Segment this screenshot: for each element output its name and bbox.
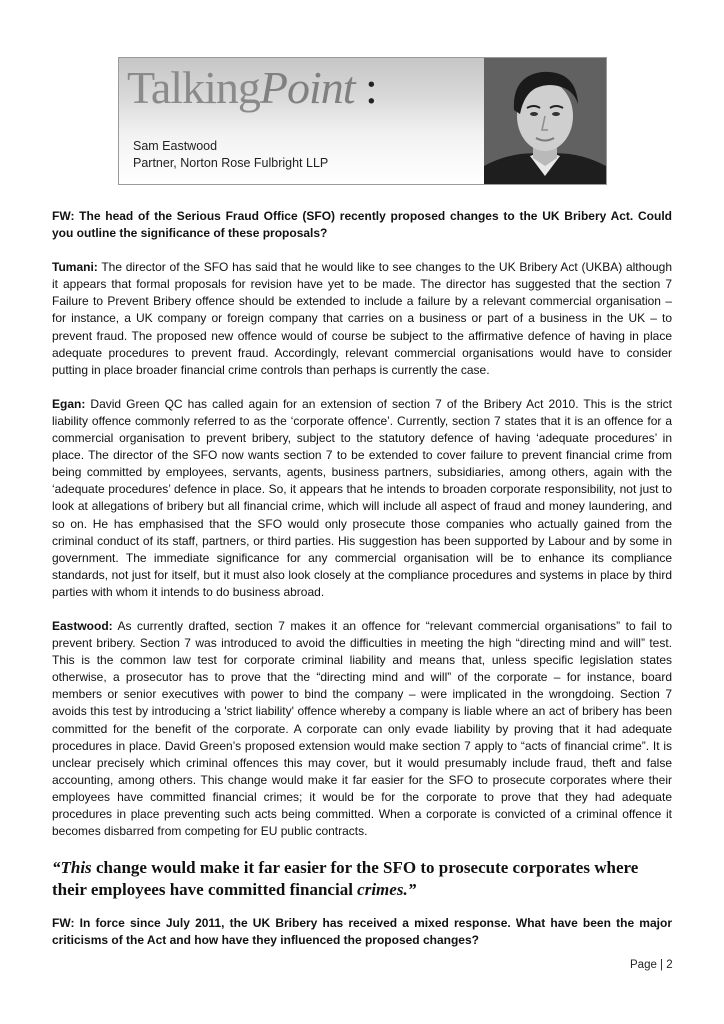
author-role: Partner, Norton Rose Fulbright LLP: [133, 156, 329, 170]
answer-tumani-text: The director of the SFO has said that he would like to see changes to the UK Bribery Act (UKBA) although it appears that formal proposals for revision have yet to be made. The director has suggested that the section 7 Failure to Prevent Bribery offence should be extended to include a failure by a relevant commercial organisation – for instance, a UK company or foreign company that carries on a business or part of a business in the UK – to prevent fraud. The proposed new offence would of course be subject to the affirmative defence of having in place adequate procedures to prevent fraud. Accordingly, relevant commercial organisations would have to consider putting in place broader financial crime controls than perhaps is currently the case.: [52, 260, 672, 377]
author-name: Sam Eastwood: [133, 139, 218, 153]
question-2: FW: In force since July 2011, the UK Bribery has received a mixed response. What have been the major criticisms of the Act and how have they influenced the proposed changes?: [52, 916, 672, 948]
answer-egan: [52, 396, 672, 601]
portrait-image: [484, 58, 606, 184]
article-body: [52, 208, 672, 966]
speaker-eastwood: Eastwood:: [52, 618, 113, 633]
pull-quote-open: “: [52, 858, 61, 878]
pull-quote-close: ”: [407, 880, 417, 900]
answer-tumani: [52, 259, 672, 379]
answer-egan-text: David Green QC has called again for an extension of section 7 of the Bribery Act 2010. This is the strict liability offence commonly referred to as the ‘corporate offence’. Currently, section 7 states that it is an offence for a commercial organisation to prevent bribery, subject to the statutory defence of having ‘adequate procedures’ in place. The director of the SFO now wants section 7 to be extended to cover failure to prevent financial crime from being committed by employees, servants, agents, business partners, subsidiaries, among others, again with the ‘adequate procedures’ defence in place. So, it appears that he intends to broaden corporate responsibility, not just to look at allegations of bribery but all financial crime, which will include all aspect of fraud and money laundering, and so on. He has emphasised that the SFO would only prosecute those companies who actually gained from the criminal conduct of its staff, partners, or third parties. His suggestion has been supported by Labour and by some in government. The immediate significance for any commercial organisation will be to enhance its compliance standards, not just for itself, but it must also look closely at the compliance procedures and systems in place by third parties with whom it intends to do business abroad.: [52, 396, 672, 599]
page-number: Page | 2: [630, 959, 673, 971]
answer-eastwood-text: As currently drafted, section 7 makes it an offence for “relevant commercial organisations” to fail to prevent bribery. Section 7 was introduced to avoid the difficulties in meeting the high “directing mind and will” test. This is the common law test for corporate criminal liability and means that, unless specific legislation states otherwise, a prosecutor has to prove that the “directing mind and will” of the corporate – for instance, board members or senior executives with power to bind the company – were implicated in the wrongdoing. Section 7 avoids this test by introducing a 'strict liability' offence whereby a company is liable where an act of bribery has been committed for the benefit of the corporate. A corporate can only evade liability by proving that it had adequate procedures in place. David Green’s proposed extension would make section 7 apply to “acts of financial crime”. It is unclear precisely which criminal offences this may cover, but it would presumably include fraud, theft and false accounting, among others. This change would make it far easier for the SFO to prosecute corporates where their employees have committed financial crimes; it would be for the corporate to prove that they had adequate procedures in place preventing such acts being committed. When a corporate is convicted of a criminal offence it becomes disbarred from competing for EU public contracts.: [52, 618, 672, 839]
author-portrait: [484, 58, 606, 184]
banner-title: [127, 60, 377, 116]
pull-quote: [52, 857, 672, 901]
pull-quote-last-word: crimes.: [357, 880, 408, 900]
banner-title-talking: Talking: [127, 62, 260, 113]
pull-quote-first-word: This: [60, 858, 92, 878]
question-1: FW: The head of the Serious Fraud Office (SFO) recently proposed changes to the UK Bribery Act. Could you outline the significance of these proposals?: [52, 209, 672, 241]
pull-quote-middle: change would make it far easier for the SFO to prosecute corporates where their employees have committed financial: [52, 858, 639, 900]
talking-point-banner: [118, 57, 607, 185]
banner-title-point: Point: [259, 62, 355, 113]
answer-eastwood: [52, 618, 672, 840]
speaker-egan: Egan:: [52, 396, 86, 411]
banner-title-colon: :: [354, 62, 377, 113]
speaker-tumani: Tumani:: [52, 260, 98, 275]
